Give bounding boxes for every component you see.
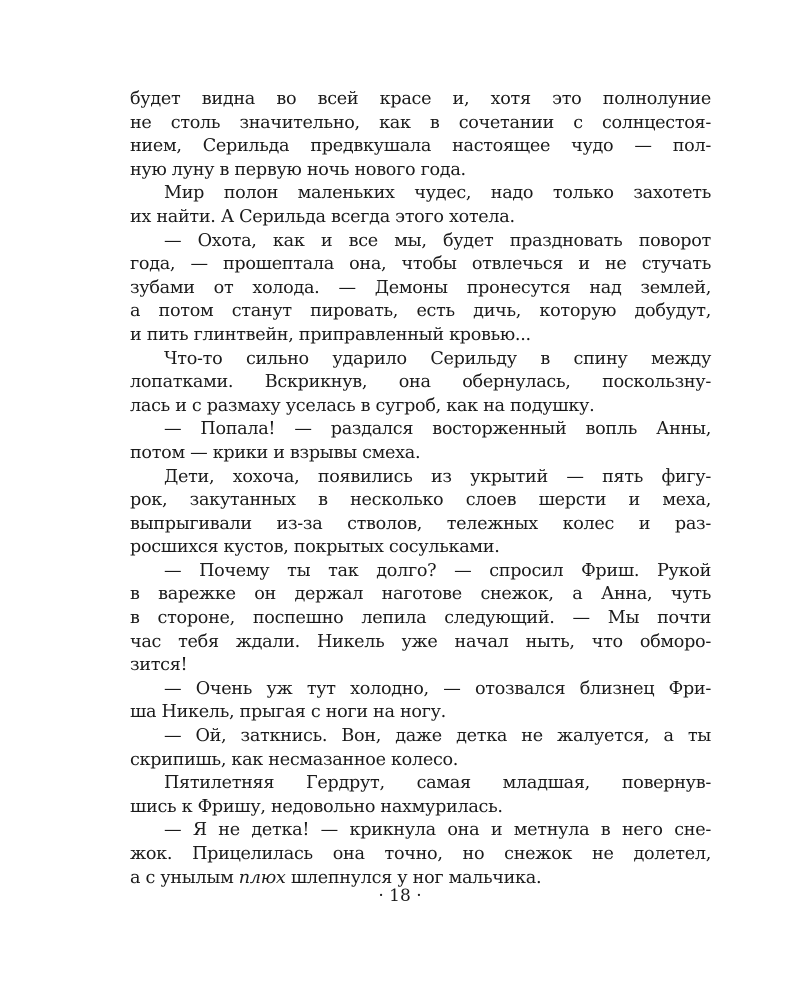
text-fragment: шлепнулся у ног мальчика. <box>285 867 542 888</box>
text-line: нием, Серильда предвкушала настоящее чудо — пол- <box>130 136 711 157</box>
text-line: скрипишь, как несмазанное колесо. <box>130 749 459 770</box>
text-line: Пятилетняя Гердрут, самая младшая, повернув- <box>164 773 711 794</box>
text-line: лась и с размаху уселась в сугроб, как на подушку. <box>130 395 595 416</box>
text-line: в стороне, поспешно лепила следующий. — Мы почти <box>130 608 711 629</box>
text-line: ную луну в первую ночь нового года. <box>130 159 466 180</box>
text-line: будет видна во всей красе и, хотя это полнолуние <box>130 89 711 109</box>
text-line: Дети, хохоча, появились из укрытий — пять фигу- <box>164 466 711 487</box>
text-line: Что-то сильно ударило Серильду в спину между <box>164 348 711 369</box>
page-text-block <box>130 88 711 890</box>
text-line: зубами от холода. — Демоны пронесутся над землей, <box>130 277 711 298</box>
text-line: рок, закутанных в несколько слоев шерсти и меха, <box>130 490 711 511</box>
text-line: шись к Фришу, недовольно нахмурилась. <box>130 796 503 817</box>
text-line: выпрыгивали из-за стволов, тележных колес и раз- <box>130 513 711 534</box>
text-line: лопатками. Вскрикнув, она обернулась, поскользну- <box>130 372 711 393</box>
text-line: — Ой, заткнись. Вон, даже детка не жалуется, а ты <box>164 726 711 747</box>
text-line: — Попала! — раздался восторженный вопль Анны, <box>164 419 711 440</box>
text-line: Мир полон маленьких чудес, надо только захотеть <box>164 183 711 204</box>
text-line: — Я не детка! — крикнула она и метнула в него сне- <box>164 820 711 841</box>
text-line: — Очень уж тут холодно, — отозвался близнец Фри- <box>164 678 711 699</box>
text-line: зится! <box>130 655 188 676</box>
text-line: года, — прошептала она, чтобы отвлечься и не стучать <box>130 254 711 275</box>
text-fragment: а с унылым <box>130 867 239 888</box>
text-line: и пить глинтвейн, приправленный кровью... <box>130 324 531 345</box>
text-line: в варежке он держал наготове снежок, а Анна, чуть <box>130 584 711 605</box>
text-line: росшихся кустов, покрытых сосульками. <box>130 537 500 558</box>
text-line: потом — крики и взрывы смеха. <box>130 442 421 463</box>
text-line: час тебя ждали. Никель уже начал ныть, что обморо- <box>130 631 711 652</box>
text-line: не столь значительно, как в сочетании с солнцестоя- <box>130 112 711 133</box>
text-line: а потом станут пировать, есть дичь, которую добудут, <box>130 301 711 322</box>
text-line: — Почему ты так долго? — спросил Фриш. Рукой <box>164 560 711 581</box>
page-number: · 18 · <box>378 886 422 906</box>
italic-word: плюх <box>238 867 286 888</box>
text-line: ша Никель, прыгая с ноги на ногу. <box>130 702 446 723</box>
text-line: — Охота, как и все мы, будет праздновать поворот <box>164 230 711 251</box>
text-line: жок. Прицелилась она точно, но снежок не долетел, <box>130 844 711 864</box>
text-line: их найти. А Серильда всегда этого хотела. <box>130 206 515 227</box>
